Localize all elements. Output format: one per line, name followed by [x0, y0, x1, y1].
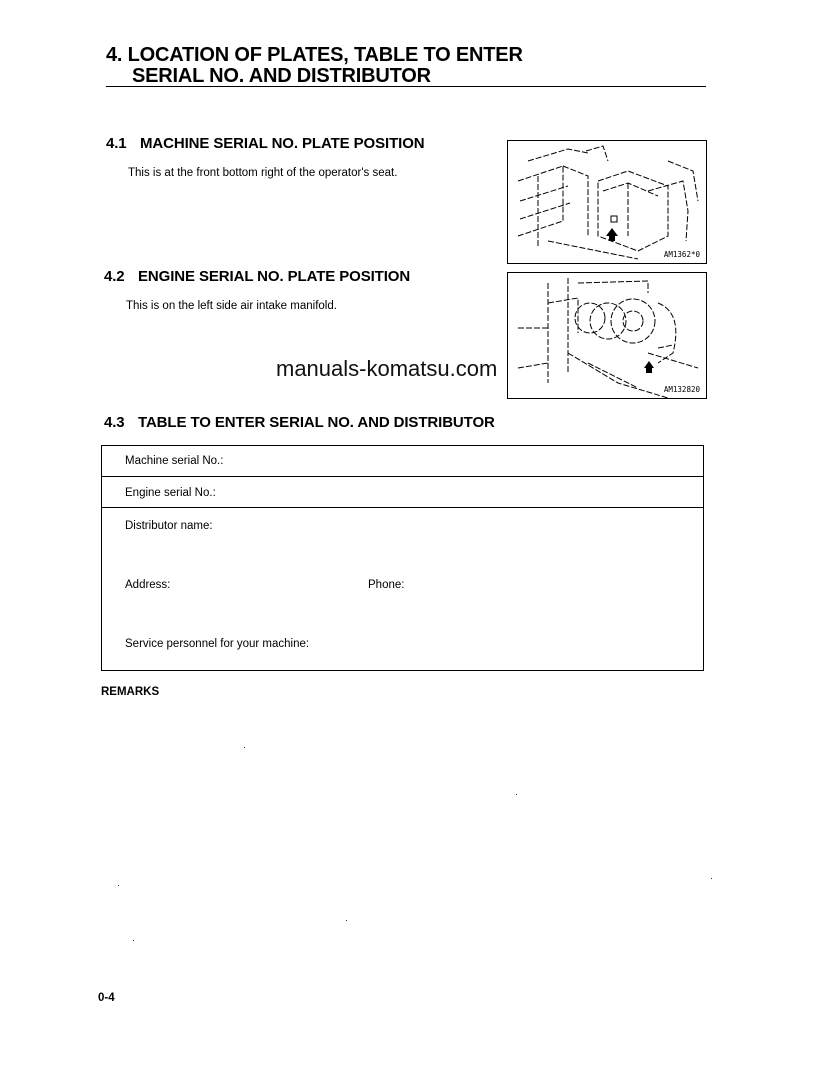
machine-serial-label: Machine serial No.: [125, 455, 224, 467]
engine-plate-figure [507, 272, 707, 399]
scan-speck [346, 920, 347, 921]
engine-pulley-drawing [508, 273, 706, 398]
page-title-line1: 4. LOCATION OF PLATES, TABLE TO ENTER [106, 44, 523, 66]
scan-speck [133, 940, 134, 941]
section-4-1-text: This is at the front bottom right of the operator's seat. [128, 167, 398, 179]
section-number: 4.3 [104, 414, 125, 431]
scan-speck [244, 747, 245, 748]
figure-code: AM132820 [663, 385, 700, 394]
scan-speck [711, 878, 712, 879]
section-title: MACHINE SERIAL NO. PLATE POSITION [140, 135, 425, 152]
page-title-line2: SERIAL NO. AND DISTRIBUTOR [132, 65, 431, 87]
section-number: 4.1 [106, 135, 127, 152]
arrow-up-icon [606, 228, 618, 241]
machine-plate-figure [507, 140, 707, 264]
address-label: Address: [125, 579, 171, 591]
section-4-1-heading [106, 135, 425, 152]
engine-serial-label: Engine serial No.: [125, 487, 216, 499]
arrow-up-icon [644, 361, 654, 373]
machine-seat-drawing [508, 141, 706, 263]
section-4-3-heading [104, 414, 495, 431]
page-title [106, 45, 523, 87]
scan-speck [118, 885, 119, 886]
engine-serial-row [102, 477, 703, 508]
section-4-2-heading [104, 268, 410, 285]
phone-label: Phone: [368, 579, 405, 591]
watermark-text: manuals-komatsu.com [276, 356, 498, 381]
title-underline [106, 86, 706, 87]
remarks-heading: REMARKS [101, 686, 160, 698]
figure-code: AM1362*0 [663, 250, 700, 259]
scan-speck [516, 794, 517, 795]
section-4-2-text: This is on the left side air intake manifold. [126, 300, 337, 312]
page-number: 0-4 [98, 992, 115, 1004]
section-number: 4.2 [104, 268, 125, 285]
distributor-name-label: Distributor name: [125, 520, 213, 532]
serial-distributor-table [101, 445, 704, 671]
section-title: ENGINE SERIAL NO. PLATE POSITION [138, 268, 411, 285]
service-personnel-label: Service personnel for your machine: [125, 638, 310, 650]
section-title: TABLE TO ENTER SERIAL NO. AND DISTRIBUTOR [138, 414, 495, 431]
machine-serial-row [102, 446, 703, 477]
